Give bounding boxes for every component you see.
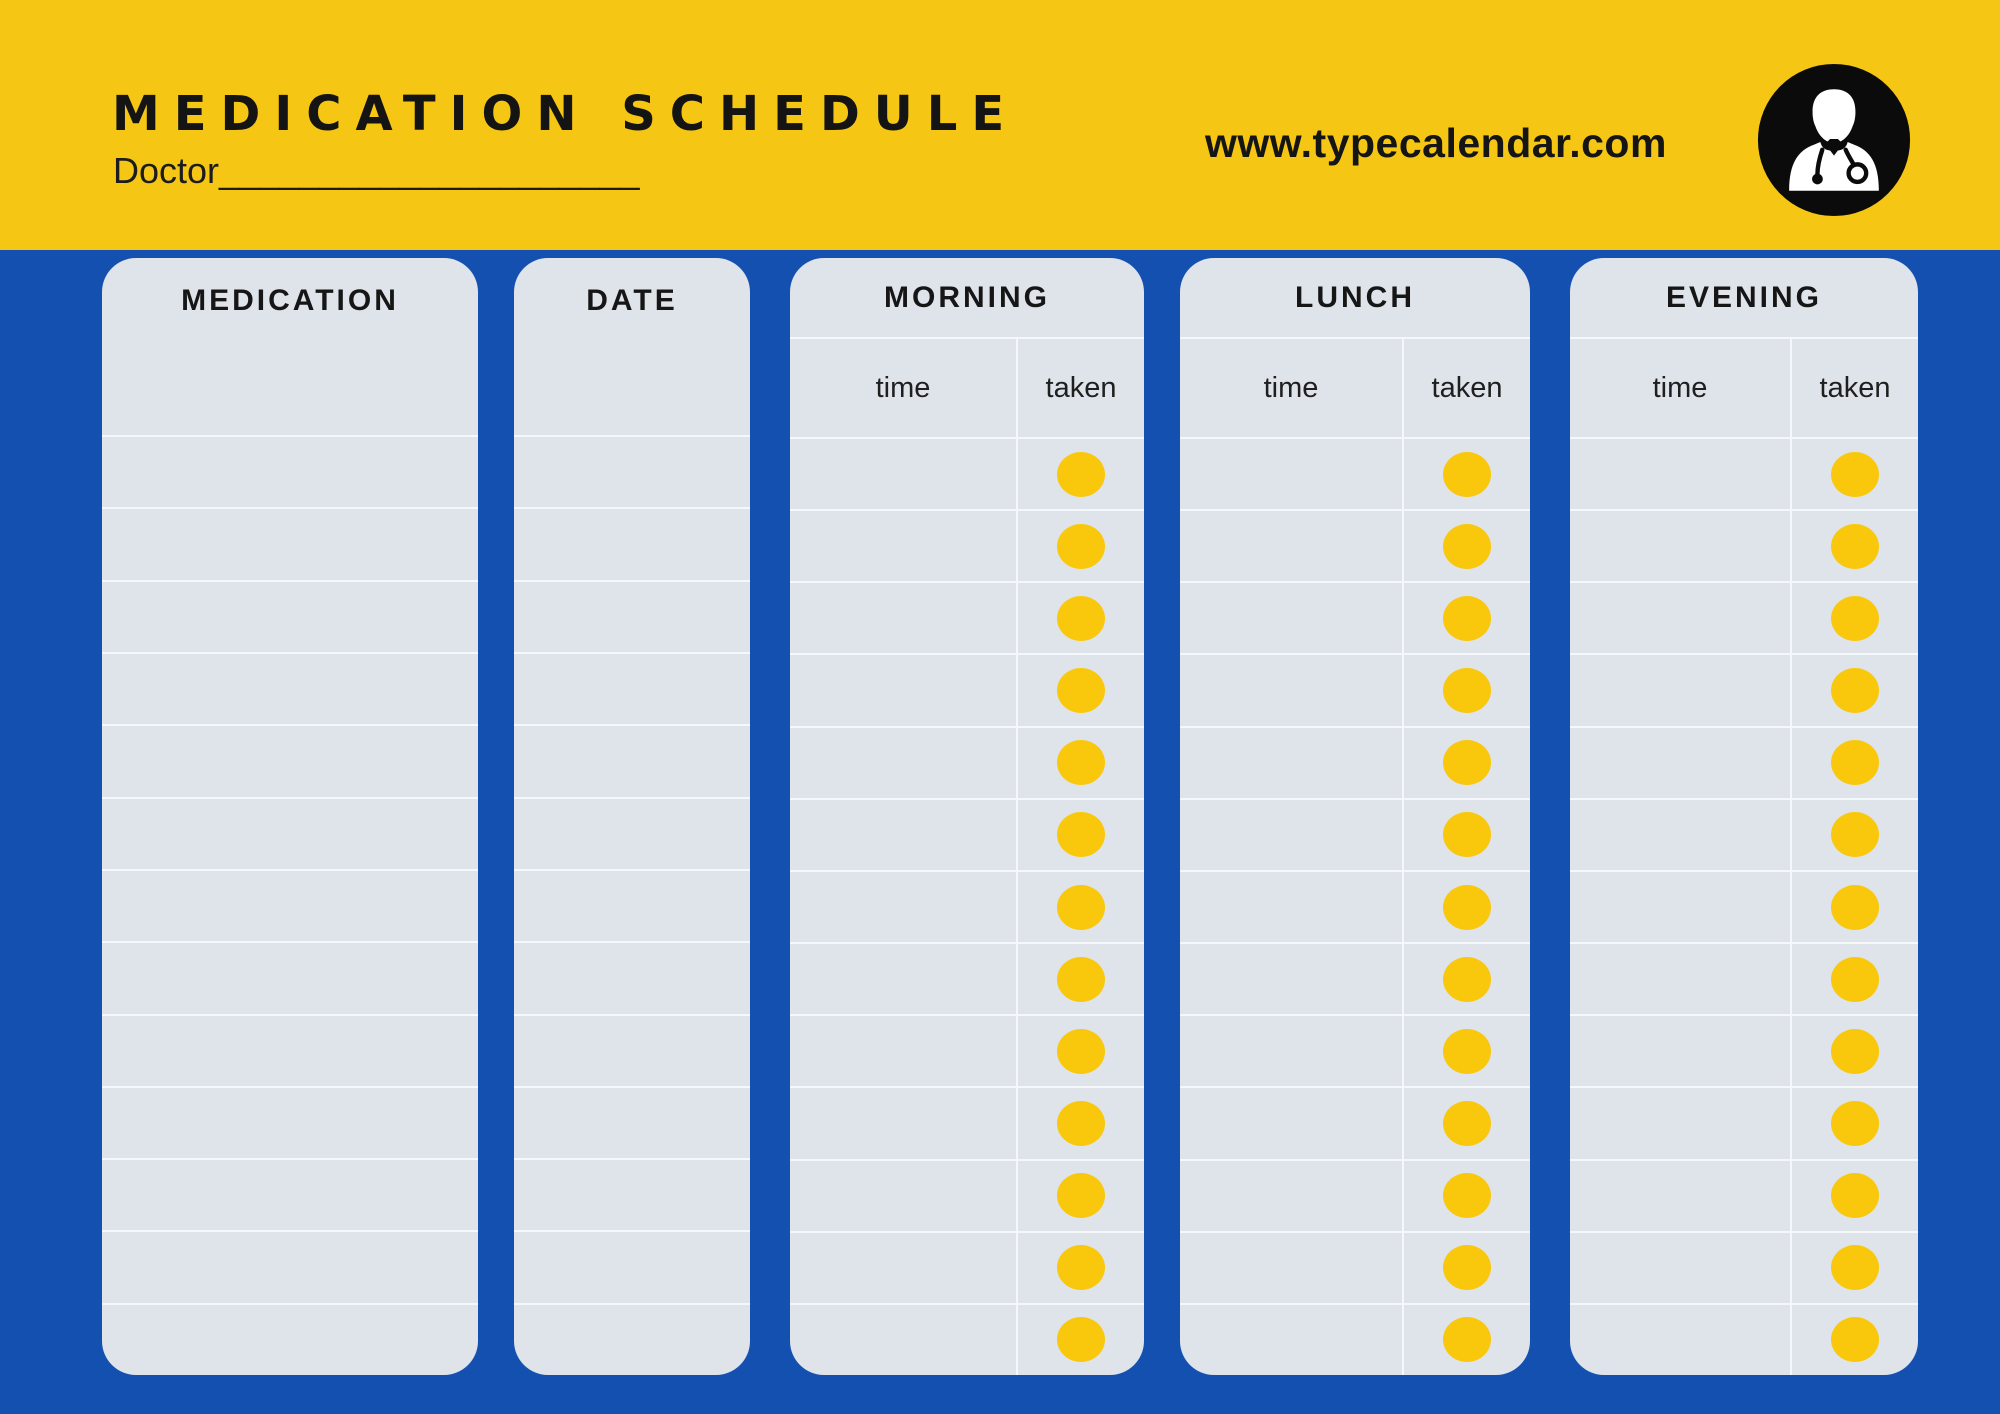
subheader-row (1570, 337, 1918, 437)
time-entry-cell[interactable] (790, 583, 1016, 653)
taken-marker-circle[interactable] (1057, 1173, 1105, 1218)
taken-entry-cell[interactable] (1402, 800, 1530, 870)
taken-marker-circle[interactable] (1443, 596, 1491, 641)
time-entry-cell[interactable] (1570, 800, 1790, 870)
time-entry-cell[interactable] (790, 655, 1016, 725)
schedule-row (514, 941, 750, 1013)
time-entry-cell[interactable] (1570, 583, 1790, 653)
entry-cell[interactable] (102, 1305, 478, 1375)
subheader-time-label: time (1652, 371, 1708, 404)
taken-entry-cell[interactable] (1016, 1305, 1144, 1375)
schedule-row (1570, 581, 1918, 653)
schedule-row (1180, 870, 1530, 942)
schedule-row (514, 437, 750, 507)
time-entry-cell[interactable] (790, 1016, 1016, 1086)
time-entry-cell[interactable] (790, 1161, 1016, 1231)
time-entry-cell[interactable] (1570, 1233, 1790, 1303)
taken-marker-circle[interactable] (1831, 812, 1879, 857)
taken-marker-circle[interactable] (1057, 524, 1105, 569)
taken-marker-circle[interactable] (1831, 1245, 1879, 1290)
taken-entry-cell[interactable] (1790, 511, 1918, 581)
taken-marker-circle[interactable] (1831, 740, 1879, 785)
schedule-row (514, 797, 750, 869)
subheader-time-label: time (1263, 371, 1319, 404)
entry-cell[interactable] (102, 1088, 478, 1158)
taken-entry-cell[interactable] (1016, 728, 1144, 798)
schedule-row (102, 1303, 478, 1375)
taken-entry-cell[interactable] (1402, 1016, 1530, 1086)
schedule-row (1570, 942, 1918, 1014)
schedule-row (790, 870, 1144, 942)
evening-rows (1570, 437, 1918, 1375)
time-entry-cell[interactable] (790, 511, 1016, 581)
entry-cell[interactable] (102, 943, 478, 1013)
schedule-row (1570, 653, 1918, 725)
taken-entry-cell[interactable] (1016, 1016, 1144, 1086)
taken-entry-cell[interactable] (1016, 439, 1144, 509)
taken-entry-cell[interactable] (1016, 1088, 1144, 1158)
schedule-row (102, 1230, 478, 1302)
time-entry-cell[interactable] (1570, 1088, 1790, 1158)
taken-entry-cell[interactable] (1016, 1233, 1144, 1303)
time-entry-cell[interactable] (1180, 944, 1402, 1014)
taken-marker-circle[interactable] (1443, 812, 1491, 857)
schedule-row (102, 1014, 478, 1086)
entry-cell[interactable] (514, 799, 750, 869)
taken-entry-cell[interactable] (1790, 1088, 1918, 1158)
taken-entry-cell[interactable] (1016, 655, 1144, 725)
time-entry-cell[interactable] (1570, 944, 1790, 1014)
entry-cell[interactable] (102, 871, 478, 941)
date-rows (514, 435, 750, 1375)
taken-entry-cell[interactable] (1402, 655, 1530, 725)
schedule-row (102, 724, 478, 796)
taken-marker-circle[interactable] (1831, 885, 1879, 930)
entry-cell[interactable] (514, 943, 750, 1013)
entry-cell[interactable] (102, 799, 478, 869)
taken-marker-circle[interactable] (1443, 1317, 1491, 1362)
schedule-row (514, 652, 750, 724)
taken-entry-cell[interactable] (1790, 439, 1918, 509)
schedule-row (514, 869, 750, 941)
taken-entry-cell[interactable] (1790, 1305, 1918, 1375)
schedule-row (102, 941, 478, 1013)
taken-entry-cell[interactable] (1790, 728, 1918, 798)
taken-marker-circle[interactable] (1057, 740, 1105, 785)
time-entry-cell[interactable] (790, 944, 1016, 1014)
schedule-row (1180, 509, 1530, 581)
entry-cell[interactable] (102, 654, 478, 724)
schedule-row (790, 726, 1144, 798)
taken-marker-circle[interactable] (1443, 524, 1491, 569)
medication-rows (102, 435, 478, 1375)
time-entry-cell[interactable] (790, 800, 1016, 870)
taken-marker-circle[interactable] (1057, 1245, 1105, 1290)
taken-marker-circle[interactable] (1057, 1317, 1105, 1362)
column-card-medication (102, 258, 478, 1375)
taken-entry-cell[interactable] (1402, 1161, 1530, 1231)
taken-marker-circle[interactable] (1443, 885, 1491, 930)
schedule-row (1180, 726, 1530, 798)
entry-cell[interactable] (514, 871, 750, 941)
taken-entry-cell[interactable] (1402, 511, 1530, 581)
schedule-row (790, 1231, 1144, 1303)
subheader-taken-label: taken (1790, 339, 1918, 437)
schedule-row (102, 869, 478, 941)
time-entry-cell[interactable] (790, 1233, 1016, 1303)
schedule-row (1570, 1086, 1918, 1158)
taken-marker-circle[interactable] (1831, 524, 1879, 569)
column-label-lunch: LUNCH (1295, 280, 1415, 314)
taken-entry-cell[interactable] (1790, 655, 1918, 725)
taken-entry-cell[interactable] (1402, 728, 1530, 798)
schedule-row (514, 1303, 750, 1375)
column-header (790, 258, 1144, 337)
schedule-row (1570, 509, 1918, 581)
taken-marker-circle[interactable] (1443, 957, 1491, 1002)
time-entry-cell[interactable] (1180, 800, 1402, 870)
entry-cell[interactable] (102, 437, 478, 507)
taken-entry-cell[interactable] (1016, 511, 1144, 581)
taken-marker-circle[interactable] (1443, 1101, 1491, 1146)
schedule-row (1180, 1014, 1530, 1086)
column-card-date (514, 258, 750, 1375)
schedule-row (102, 652, 478, 724)
time-entry-cell[interactable] (1570, 439, 1790, 509)
entry-cell[interactable] (102, 726, 478, 796)
schedule-row (790, 509, 1144, 581)
entry-cell[interactable] (514, 437, 750, 507)
schedule-row (790, 1014, 1144, 1086)
subheader-taken-label: taken (1402, 339, 1530, 437)
taken-entry-cell[interactable] (1402, 583, 1530, 653)
taken-marker-circle[interactable] (1831, 452, 1879, 497)
taken-entry-cell[interactable] (1016, 583, 1144, 653)
time-entry-cell[interactable] (1570, 1161, 1790, 1231)
taken-marker-circle[interactable] (1831, 1173, 1879, 1218)
taken-marker-circle[interactable] (1057, 1029, 1105, 1074)
schedule-row (1180, 1086, 1530, 1158)
website-link[interactable]: www.typecalendar.com (1205, 120, 1667, 166)
time-entry-cell[interactable] (790, 872, 1016, 942)
column-card-morning (790, 258, 1144, 1375)
schedule-row (102, 1158, 478, 1230)
entry-cell[interactable] (102, 1160, 478, 1230)
schedule-row (514, 507, 750, 579)
subheader-taken-label: taken (1016, 339, 1144, 437)
taken-marker-circle[interactable] (1831, 596, 1879, 641)
time-entry-cell[interactable] (1180, 655, 1402, 725)
time-entry-cell[interactable] (1570, 872, 1790, 942)
time-entry-cell[interactable] (1570, 1305, 1790, 1375)
time-entry-cell[interactable] (790, 1305, 1016, 1375)
taken-marker-circle[interactable] (1443, 1029, 1491, 1074)
taken-marker-circle[interactable] (1443, 452, 1491, 497)
taken-entry-cell[interactable] (1402, 872, 1530, 942)
taken-entry-cell[interactable] (1790, 944, 1918, 1014)
schedule-row (1180, 942, 1530, 1014)
entry-cell[interactable] (514, 1088, 750, 1158)
schedule-row (1570, 726, 1918, 798)
time-entry-cell[interactable] (1180, 439, 1402, 509)
entry-cell[interactable] (514, 582, 750, 652)
entry-cell[interactable] (102, 582, 478, 652)
schedule-row (790, 1159, 1144, 1231)
subheader-time-label: time (875, 371, 931, 404)
column-card-evening (1570, 258, 1918, 1375)
time-entry-cell[interactable] (1180, 583, 1402, 653)
entry-cell[interactable] (102, 1232, 478, 1302)
time-entry-cell[interactable] (1180, 1233, 1402, 1303)
taken-marker-circle[interactable] (1831, 1101, 1879, 1146)
time-entry-cell[interactable] (1180, 1161, 1402, 1231)
taken-marker-circle[interactable] (1831, 1317, 1879, 1362)
taken-marker-circle[interactable] (1831, 957, 1879, 1002)
schedule-row (1180, 581, 1530, 653)
taken-entry-cell[interactable] (1016, 800, 1144, 870)
schedule-row (1180, 653, 1530, 725)
taken-marker-circle[interactable] (1057, 957, 1105, 1002)
column-header (1570, 258, 1918, 337)
taken-entry-cell[interactable] (1790, 1016, 1918, 1086)
column-header (1180, 258, 1530, 337)
entry-cell[interactable] (514, 1160, 750, 1230)
schedule-row (1570, 1303, 1918, 1375)
entry-cell[interactable] (102, 1016, 478, 1086)
time-entry-cell[interactable] (1180, 1016, 1402, 1086)
schedule-row (1570, 439, 1918, 509)
taken-entry-cell[interactable] (1402, 1233, 1530, 1303)
schedule-row (102, 1086, 478, 1158)
schedule-row (790, 942, 1144, 1014)
taken-entry-cell[interactable] (1402, 944, 1530, 1014)
time-entry-cell[interactable] (1570, 728, 1790, 798)
time-entry-cell[interactable] (1180, 872, 1402, 942)
column-label-morning: MORNING (884, 280, 1050, 314)
taken-entry-cell[interactable] (1790, 583, 1918, 653)
lunch-rows (1180, 437, 1530, 1375)
schedule-row (790, 1303, 1144, 1375)
schedule-row (514, 1086, 750, 1158)
schedule-row (1180, 1159, 1530, 1231)
morning-rows (790, 437, 1144, 1375)
schedule-row (790, 653, 1144, 725)
entry-cell[interactable] (514, 726, 750, 796)
taken-marker-circle[interactable] (1057, 668, 1105, 713)
column-label-medication: MEDICATION (181, 284, 399, 317)
time-entry-cell[interactable] (1180, 1088, 1402, 1158)
entry-cell[interactable] (514, 1016, 750, 1086)
subheader-row (1180, 337, 1530, 437)
schedule-row (1570, 1014, 1918, 1086)
taken-marker-circle[interactable] (1443, 1173, 1491, 1218)
taken-marker-circle[interactable] (1443, 1245, 1491, 1290)
schedule-row (514, 1158, 750, 1230)
time-entry-cell[interactable] (790, 1088, 1016, 1158)
page-title: MEDICATION SCHEDULE (112, 86, 1019, 142)
schedule-row (102, 797, 478, 869)
time-entry-cell[interactable] (1570, 511, 1790, 581)
schedule-row (514, 724, 750, 796)
entry-cell[interactable] (514, 1232, 750, 1302)
taken-entry-cell[interactable] (1790, 1161, 1918, 1231)
time-entry-cell[interactable] (1180, 728, 1402, 798)
doctor-name-field[interactable]: Doctor_____________________ (113, 150, 640, 191)
entry-cell[interactable] (102, 509, 478, 579)
time-entry-cell[interactable] (790, 728, 1016, 798)
time-entry-cell[interactable] (1180, 1305, 1402, 1375)
schedule-row (1570, 870, 1918, 942)
taken-entry-cell[interactable] (1402, 1088, 1530, 1158)
schedule-row (790, 798, 1144, 870)
entry-cell[interactable] (514, 1305, 750, 1375)
schedule-row (102, 580, 478, 652)
taken-marker-circle[interactable] (1057, 812, 1105, 857)
subheader-row (790, 337, 1144, 437)
taken-marker-circle[interactable] (1831, 668, 1879, 713)
taken-marker-circle[interactable] (1057, 1101, 1105, 1146)
schedule-row (514, 1230, 750, 1302)
column-label-date: DATE (586, 284, 678, 317)
time-entry-cell[interactable] (1570, 1016, 1790, 1086)
time-entry-cell[interactable] (1570, 655, 1790, 725)
schedule-row (1570, 798, 1918, 870)
taken-entry-cell[interactable] (1016, 944, 1144, 1014)
taken-entry-cell[interactable] (1016, 872, 1144, 942)
taken-marker-circle[interactable] (1443, 740, 1491, 785)
schedule-row (102, 507, 478, 579)
column-header (514, 258, 750, 435)
schedule-row (790, 439, 1144, 509)
taken-entry-cell[interactable] (1790, 1233, 1918, 1303)
taken-entry-cell[interactable] (1402, 1305, 1530, 1375)
schedule-row (514, 580, 750, 652)
schedule-row (790, 1086, 1144, 1158)
time-entry-cell[interactable] (1180, 511, 1402, 581)
schedule-row (514, 1014, 750, 1086)
time-entry-cell[interactable] (790, 439, 1016, 509)
column-header (102, 258, 478, 435)
taken-marker-circle[interactable] (1057, 452, 1105, 497)
schedule-row (1180, 1303, 1530, 1375)
taken-entry-cell[interactable] (1790, 872, 1918, 942)
taken-marker-circle[interactable] (1057, 885, 1105, 930)
schedule-row (102, 437, 478, 507)
entry-cell[interactable] (514, 654, 750, 724)
schedule-row (1570, 1159, 1918, 1231)
schedule-row (1180, 798, 1530, 870)
taken-entry-cell[interactable] (1016, 1161, 1144, 1231)
taken-marker-circle[interactable] (1831, 1029, 1879, 1074)
schedule-row (790, 581, 1144, 653)
taken-entry-cell[interactable] (1790, 800, 1918, 870)
taken-entry-cell[interactable] (1402, 439, 1530, 509)
column-label-evening: EVENING (1665, 280, 1823, 314)
schedule-row (1570, 1231, 1918, 1303)
entry-cell[interactable] (514, 509, 750, 579)
column-card-lunch (1180, 258, 1530, 1375)
schedule-row (1180, 439, 1530, 509)
taken-marker-circle[interactable] (1443, 668, 1491, 713)
header-banner (0, 0, 2000, 250)
schedule-row (1180, 1231, 1530, 1303)
doctor-icon (1756, 62, 1912, 218)
taken-marker-circle[interactable] (1057, 596, 1105, 641)
